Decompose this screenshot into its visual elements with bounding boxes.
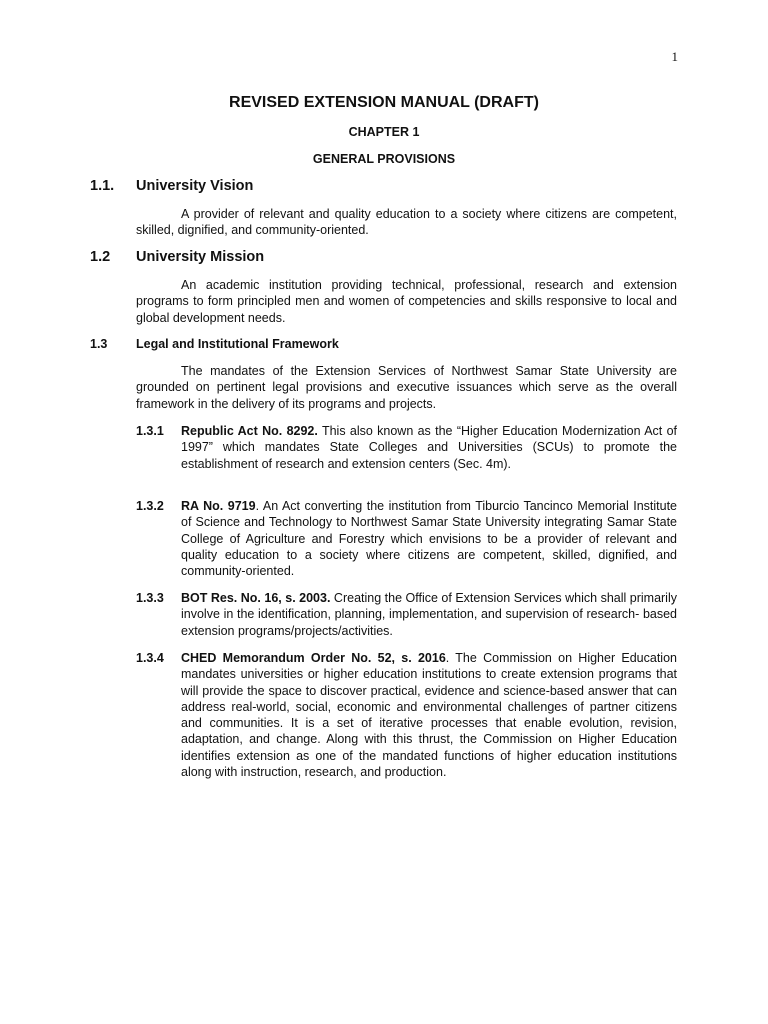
- subsection-bold-title: RA No. 9719: [181, 499, 256, 513]
- subsection-text: [181, 650, 677, 780]
- subsection-1-3-4: [136, 650, 677, 780]
- subsection-bold-title: BOT Res. No. 16, s. 2003.: [181, 591, 331, 605]
- vision-paragraph: A provider of relevant and quality education to a society where citizens are competent, skilled, dignified, and community-oriented.: [136, 207, 677, 238]
- subsection-number: 1.3.4: [136, 651, 164, 665]
- subsection-1-3-2: [136, 498, 677, 579]
- section-number: 1.3: [90, 337, 108, 351]
- chapter-title: GENERAL PROVISIONS: [312, 152, 456, 166]
- section-title: University Mission: [136, 249, 265, 265]
- section-title: Legal and Institutional Framework: [136, 337, 339, 351]
- subsection-number: 1.3.2: [136, 499, 164, 513]
- subsection-bold-title: Republic Act No. 8292.: [181, 424, 318, 438]
- section-heading-mission: [90, 249, 264, 265]
- subsection-body: Creating the Office of Extension Services which shall primarily involve in the identification, planning, implementation, and supervision of research- based extension programs/projects/activities.: [181, 591, 677, 638]
- subsection-body: . The Commission on Higher Education mandates universities or higher education institutions to create extension programs that will provide the space to discover practical, evidence and science-based answer that can address real-world, social, economic and environmental challenges of partner citizens and communities. It is a set of iterative processes that enable evolution, revision, adaptation, and change. Along with this thrust, the Commission on Higher Education identifies extension as one of the mandated functions of higher education institutions along with instruction, research, and production.: [181, 651, 677, 780]
- mission-paragraph: An academic institution providing technical, professional, research and extension programs to form principled men and women of competencies and skills responsive to local and global development needs.: [136, 278, 677, 325]
- subsection-1-3-3: [136, 590, 677, 639]
- chapter-label: CHAPTER 1: [348, 125, 420, 139]
- section-number: 1.2: [90, 249, 111, 265]
- page-number: 1: [671, 49, 678, 64]
- subsection-body: . An Act converting the institution from Tiburcio Tancinco Memorial Institute of Science and Technology to Northwest Samar State University integrating Samar State College of Agriculture and Forestry which envisions to be a provider of relevant and quality education to a society where citizens are competent, skilled, dignified, and community-oriented.: [181, 499, 678, 579]
- subsection-bold-title: CHED Memorandum Order No. 52, s. 2016: [181, 651, 446, 665]
- subsection-text: [181, 498, 677, 579]
- subsection-body: This also known as the “Higher Education Modernization Act of 1997” which mandates State Colleges and Universities (SCUs) to promote the establishment of research and extension centers (Sec. 4m).: [181, 424, 678, 471]
- subsection-text: [181, 590, 677, 639]
- subsection-1-3-1: [136, 423, 677, 472]
- section-heading-vision: [90, 178, 253, 194]
- document-title: REVISED EXTENSION MANUAL (DRAFT): [229, 94, 539, 111]
- section-heading-framework: [90, 337, 339, 351]
- subsection-text: [181, 423, 677, 472]
- subsection-number: 1.3.1: [136, 424, 164, 438]
- subsection-number: 1.3.3: [136, 591, 164, 605]
- section-number: 1.1.: [90, 178, 115, 194]
- framework-paragraph: The mandates of the Extension Services of Northwest Samar State University are grounded on pertinent legal provisions and executive issuances which serve as the overall framework in the delivery of its programs and projects.: [136, 364, 677, 411]
- section-title: University Vision: [136, 178, 254, 194]
